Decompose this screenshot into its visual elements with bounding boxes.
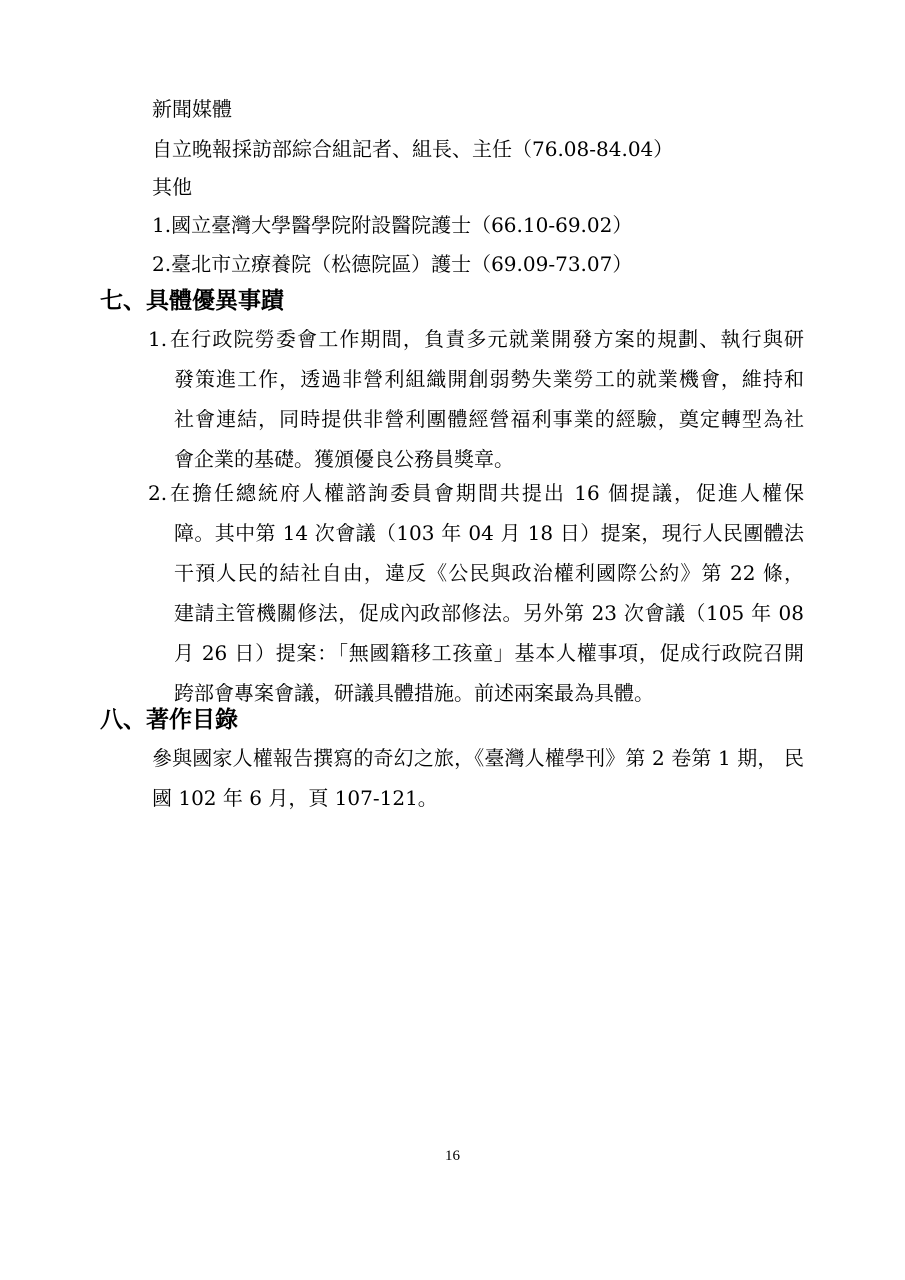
publication-entry xyxy=(152,744,804,824)
publication-line: 參與國家人權報告撰寫的奇幻之旅，《臺灣人權學刊》第 2 卷第 1 期， 民 xyxy=(152,746,804,770)
section-8-heading: 八、著作目錄 xyxy=(100,707,238,733)
achievement-item-1-line: 社會連結，同時提供非營利團體經營福利事業的經驗，奠定轉型為社 xyxy=(174,407,804,431)
other-section-label: 其他 xyxy=(152,175,192,199)
achievement-item-2-number: 2. xyxy=(148,481,168,505)
achievement-item-1-line: 發策進工作，透過非營利組織開創弱勢失業勞工的就業機會，維持和 xyxy=(174,367,804,391)
achievement-item-1-line: 在行政院勞委會工作期間，負責多元就業開發方案的規劃、執行與研 xyxy=(170,327,804,351)
achievement-item-2-line: 跨部會專案會議，研議具體措施。前述兩案最為具體。 xyxy=(174,681,654,705)
publication-line: 國 102 年 6 月，頁 107-121。 xyxy=(152,786,438,810)
achievement-item-2-line: 在擔任總統府人權諮詢委員會期間共提出 16 個提議，促進人權保 xyxy=(170,481,804,505)
achievement-item-2-line: 建請主管機關修法，促成內政部修法。另外第 23 次會議（105 年 08 xyxy=(174,601,804,625)
section-7-heading: 七、具體優異事蹟 xyxy=(100,288,284,314)
other-experience-line-2: 2.臺北市立療養院（松德院區）護士（69.09-73.07） xyxy=(152,252,633,276)
page-number: 16 xyxy=(445,1148,460,1164)
achievement-item-2-line: 干預人民的結社自由，違反《公民與政治權利國際公約》第 22 條， xyxy=(174,561,804,585)
other-experience-line-1: 1.國立臺灣大學醫學院附設醫院護士（66.10-69.02） xyxy=(152,213,633,237)
achievement-item-1-number: 1. xyxy=(148,327,168,351)
media-section-label: 新聞媒體 xyxy=(152,97,232,121)
achievement-item-1 xyxy=(148,325,804,485)
achievement-item-2-line: 障。其中第 14 次會議（103 年 04 月 18 日）提案，現行人民團體法 xyxy=(174,521,804,545)
media-experience-line: 自立晚報採訪部綜合組記者、組長、主任（76.08-84.04） xyxy=(152,137,674,161)
achievement-item-2 xyxy=(148,479,804,719)
achievement-item-1-line: 會企業的基礎。獲頒優良公務員獎章。 xyxy=(174,447,514,471)
achievement-item-2-line: 月 26 日）提案：「無國籍移工孩童」基本人權事項，促成行政院召開 xyxy=(174,641,804,665)
